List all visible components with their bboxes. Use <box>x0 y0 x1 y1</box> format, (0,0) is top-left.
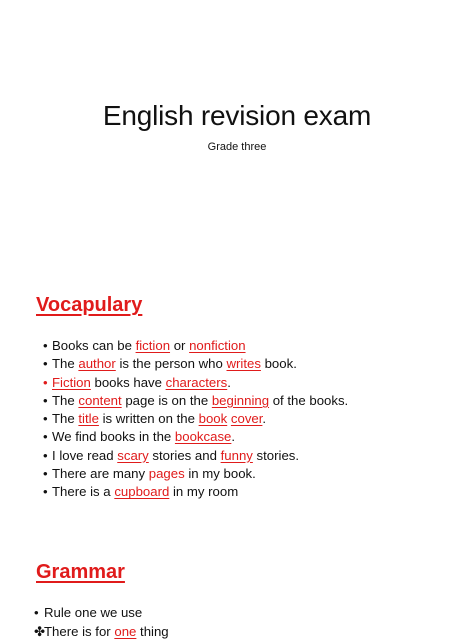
text-fragment: in my room <box>169 484 238 499</box>
item-text <box>52 447 299 465</box>
text-fragment: books have <box>91 375 166 390</box>
item-text <box>44 605 142 620</box>
bullet-icon: ✤ <box>34 623 44 641</box>
text-fragment: is the person who <box>116 356 227 371</box>
answer-word: bookcase <box>175 429 231 444</box>
bullet-icon: • <box>43 428 52 446</box>
answer-word: fiction <box>136 338 170 353</box>
vocabulary-item <box>43 428 348 446</box>
answer-word: nonfiction <box>189 338 245 353</box>
text-fragment: We find books in the <box>52 429 175 444</box>
item-text <box>52 392 348 410</box>
text-fragment: . <box>227 375 231 390</box>
text-fragment: There is a <box>52 484 114 499</box>
item-text <box>52 355 297 373</box>
text-fragment: of the books. <box>269 393 348 408</box>
text-fragment: . <box>262 411 266 426</box>
item-text <box>52 374 231 392</box>
answer-word: one <box>114 624 136 639</box>
grammar-list <box>34 604 169 641</box>
answer-word: author <box>78 356 115 371</box>
answer-word: funny <box>221 448 253 463</box>
answer-word: pages <box>149 466 185 481</box>
bullet-icon: • <box>43 447 52 465</box>
text-fragment: There is for <box>44 624 114 639</box>
bullet-icon: • <box>34 604 44 623</box>
answer-word: writes <box>227 356 261 371</box>
text-fragment: is written on the <box>99 411 199 426</box>
text-fragment: There are many <box>52 466 149 481</box>
vocabulary-item <box>43 465 348 483</box>
text-fragment: . <box>231 429 235 444</box>
answer-word: book <box>199 411 228 426</box>
answer-word: cover <box>231 411 263 426</box>
answer-word: characters <box>166 375 228 390</box>
page-subtitle: Grade three <box>0 141 474 153</box>
bullet-icon: • <box>43 355 52 373</box>
bullet-icon: • <box>43 374 52 392</box>
text-fragment: book. <box>261 356 297 371</box>
page-title: English revision exam <box>0 100 474 132</box>
text-fragment: stories and <box>149 448 221 463</box>
answer-word: cupboard <box>114 484 169 499</box>
vocabulary-heading: Vocapulary <box>36 294 142 317</box>
vocabulary-item <box>43 337 348 355</box>
text-fragment: thing <box>136 624 168 639</box>
answer-word: Fiction <box>52 375 91 390</box>
bullet-icon: • <box>43 337 52 355</box>
answer-word: beginning <box>212 393 269 408</box>
vocabulary-item <box>43 447 348 465</box>
bullet-icon: • <box>43 410 52 428</box>
item-text <box>52 337 246 355</box>
text-fragment: or <box>170 338 189 353</box>
answer-word: title <box>78 411 99 426</box>
text-fragment: Books can be <box>52 338 136 353</box>
item-text <box>52 483 238 501</box>
vocabulary-item <box>43 410 348 428</box>
vocabulary-list <box>43 337 348 502</box>
bullet-icon: • <box>43 392 52 410</box>
item-text <box>52 410 266 428</box>
text-fragment: stories. <box>253 448 299 463</box>
bullet-icon: • <box>43 465 52 483</box>
text-fragment: I love read <box>52 448 117 463</box>
text-fragment: The <box>52 393 78 408</box>
bullet-icon: • <box>43 483 52 501</box>
text-fragment: page is on the <box>122 393 212 408</box>
vocabulary-item <box>43 483 348 501</box>
item-text <box>52 428 235 446</box>
vocabulary-item <box>43 392 348 410</box>
vocabulary-item <box>43 355 348 373</box>
text-fragment: The <box>52 356 78 371</box>
vocabulary-item <box>43 374 348 392</box>
grammar-item <box>34 604 169 623</box>
grammar-heading: Grammar <box>36 561 125 584</box>
text-fragment: The <box>52 411 78 426</box>
item-text <box>52 465 256 483</box>
item-text <box>44 624 169 639</box>
text-fragment: Rule one we use <box>44 605 142 620</box>
text-fragment: in my book. <box>185 466 256 481</box>
answer-word: scary <box>117 448 149 463</box>
answer-word: content <box>78 393 121 408</box>
